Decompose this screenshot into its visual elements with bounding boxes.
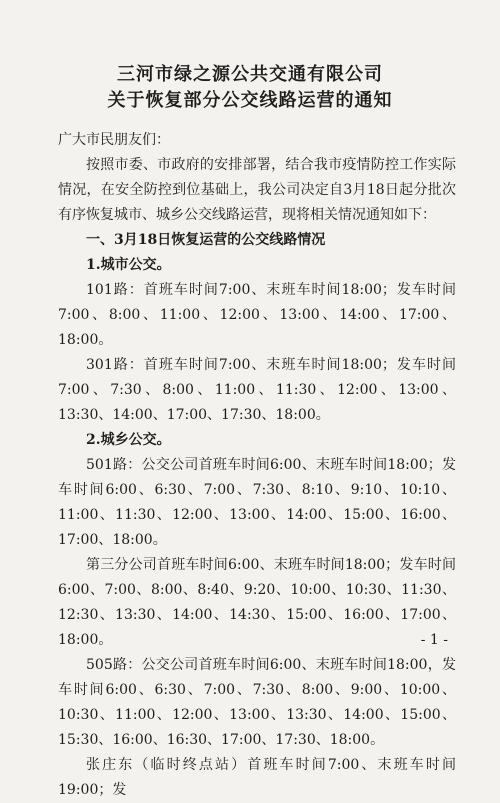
document-title-line2: 关于恢复部分公交线路运营的通知 xyxy=(107,90,393,111)
route-505-branch-paragraph: 张庄东（临时终点站）首班车时间7:00、末班车时间19:00；发 xyxy=(58,757,456,798)
route-301-paragraph: 301路：首班车时间7:00、末班车时间18:00；发车时间7:00、7:30、8:00、11:00、11:30、12:00、13:00、13:30、14:00、17:00、17:30、18:00。 xyxy=(58,357,456,423)
page-number: - 1 - xyxy=(420,632,448,648)
salutation: 广大市民朋友们： xyxy=(58,132,170,148)
document-title-line1: 三河市绿之源公共交通有限公司 xyxy=(117,64,383,85)
document-body xyxy=(58,128,456,803)
route-501-paragraph: 501路：公交公司首班车时间6:00、末班车时间18:00；发车时间6:00、6:30、7:00、7:30、8:10、9:10、10:10、11:00、11:30、12:00、13:00、14:00、15:00、16:00、17:00、18:00。 xyxy=(58,457,456,548)
subheading-urban-rural-bus: 2.城乡公交。 xyxy=(86,432,171,448)
route-501-branch-paragraph: 第三分公司首班车时间6:00、末班车时间18:00；发车时间6:00、7:00、8:00、8:40、9:20、10:00、10:30、11:30、12:30、13:30、14:00、14:30、15:00、16:00、17:00、18:00。 xyxy=(58,557,456,648)
section-heading-1: 一、3月18日恢复运营的公交线路情况 xyxy=(86,232,326,248)
subheading-city-bus: 1.城市公交。 xyxy=(86,257,171,273)
intro-paragraph: 按照市委、市政府的安排部署，结合我市疫情防控工作实际情况，在安全防控到位基础上，我公司决定自3月18日起分批次有序恢复城市、城乡公交线路运营，现将相关情况通知如下： xyxy=(58,157,456,223)
route-505-paragraph: 505路：公交公司首班车时间6:00、末班车时间18:00，发车时间6:00、6:30、7:00、7:30、8:00、9:00、10:00、10:30、11:00、12:00、13:00、13:30、14:00、15:00、15:30、16:00、16:30、17:00、17:30、18:00。 xyxy=(58,657,456,748)
route-101-paragraph: 101路：首班车时间7:00、末班车时间18:00；发车时间7:00、8:00、11:00、12:00、13:00、14:00、17:00、18:00。 xyxy=(58,282,456,348)
